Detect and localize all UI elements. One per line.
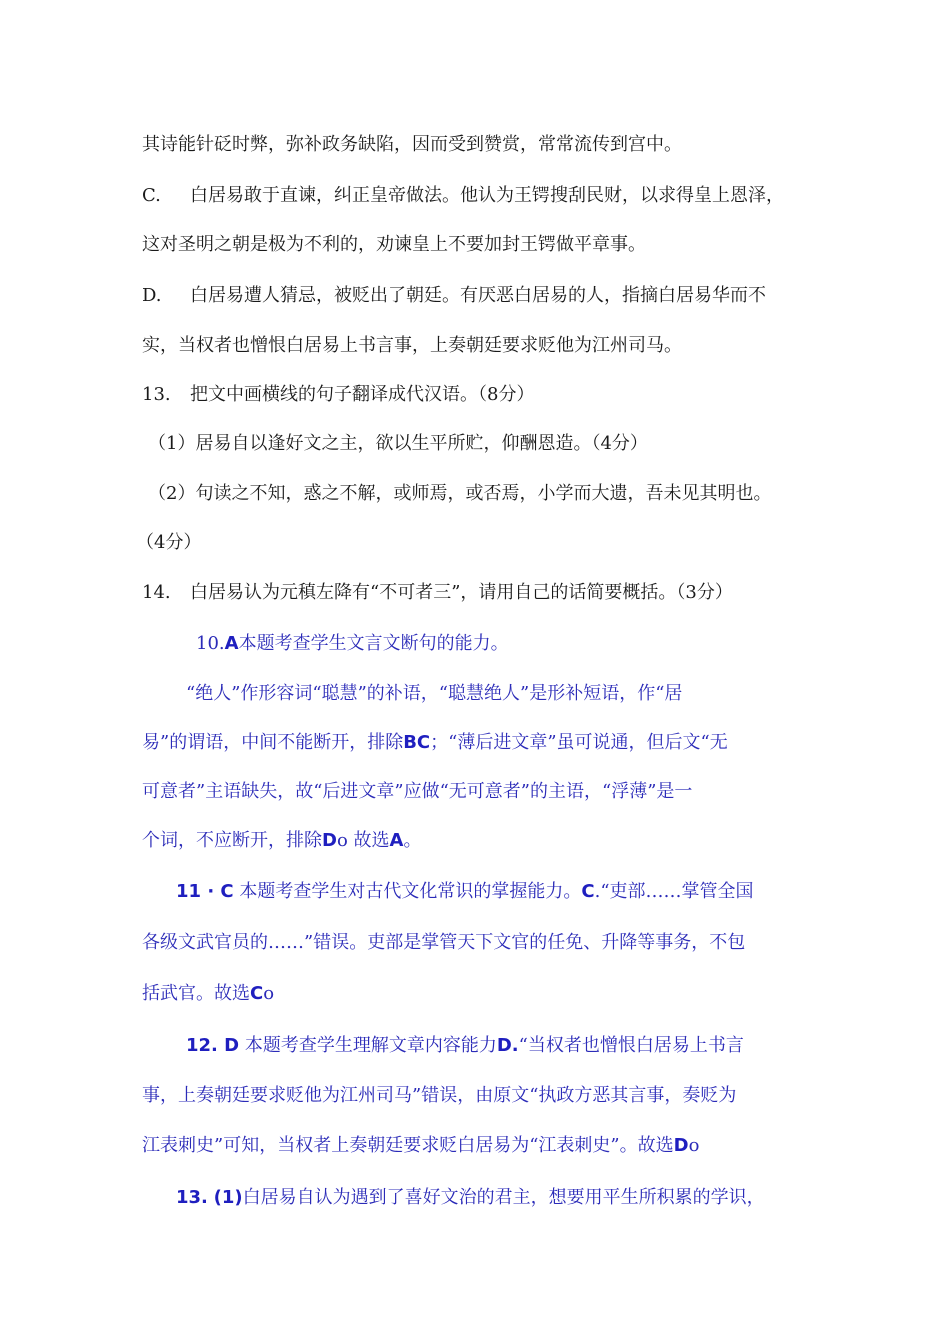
answer-12-d: D. <box>496 1035 519 1056</box>
answer-10-para-line4 <box>142 829 421 853</box>
answer-10-a: A <box>389 830 404 851</box>
answer-11-text: o <box>263 983 275 1004</box>
answer-12-text: 本题考查学生理解文章内容能力 <box>244 1035 497 1056</box>
answer-12-text: 江表刺史”可知，当权者上奏朝廷要求贬白居易为“江表刺史”。故选 <box>142 1135 674 1156</box>
answer-10-bc: BC <box>403 732 431 753</box>
q13-sentence1: （1）居易自以逢好文之主，欲以生平所贮，仰酬恩造。（4分） <box>148 433 648 454</box>
option-c-label: C. <box>142 185 161 206</box>
q12-tail-text: 其诗能针砭时弊，弥补政务缺陷，因而受到赞赏，常常流传到宫中。 <box>142 134 682 155</box>
answer-11-text: 本题考查学生对古代文化常识的掌握能力。 <box>239 881 582 902</box>
answer-10-choice: A <box>224 633 239 654</box>
answer-10-text: 易”的谓语，中间不能断开，排除 <box>142 732 404 753</box>
answer-12-line2: 事，上奏朝廷要求贬他为江州司马”错误，由原文“执政方恶其言事，奏贬为 <box>142 1085 737 1106</box>
option-d-label: D. <box>142 285 162 306</box>
answer-10-para-line1: “绝人”作形容词“聪慧”的补语，“聪慧绝人”是形补短语，作“居 <box>186 683 683 704</box>
answer-10-para-line3: 可意者”主语缺失，故“后进文章”应做“无可意者”的主语，“浮薄”是一 <box>142 781 693 802</box>
q14-line <box>142 581 733 605</box>
answer-12-line1 <box>186 1034 744 1058</box>
answer-10-text: 。 <box>403 830 422 851</box>
answer-10-d: D <box>322 830 337 851</box>
answer-10-text: o 故选 <box>336 830 390 851</box>
answer-10-text: 个词，不应断开，排除 <box>142 830 322 851</box>
option-d-line2: 实，当权者也憎恨白居易上书言事，上奏朝廷要求贬他为江州司马。 <box>142 335 682 356</box>
answer-10-text: ；“薄后进文章”虽可说通，但后文“无 <box>430 732 728 753</box>
answer-12-text: “当权者也憎恨白居易上书言 <box>518 1035 744 1056</box>
option-d-text1: 白居易遭人猜忌，被贬出了朝廷。有厌恶白居易的人，指摘白居易华而不 <box>190 285 766 306</box>
answer-11-text: 括武官。故选 <box>142 983 250 1004</box>
answer-11-text: .“吏部……掌管全国 <box>594 881 754 902</box>
option-c-text1: 白居易敢于直谏，纠正皇帝做法。他认为王锷搜刮民财，以求得皇上恩泽， <box>190 185 784 206</box>
q14-text: 白居易认为元稹左降有“不可者三”，请用自己的话简要概括。（3分） <box>190 582 733 603</box>
answer-11-c: C <box>581 881 595 902</box>
answer-12-text: o <box>688 1135 700 1156</box>
answer-11-number: 11 · C <box>176 881 234 902</box>
answer-11-line3 <box>142 982 274 1006</box>
option-c-line1 <box>142 184 784 208</box>
answer-12-line3 <box>142 1134 699 1158</box>
answer-13-text: 白居易自认为遇到了喜好文治的君主，想要用平生所积累的学识， <box>242 1187 765 1208</box>
q14-number: 14. <box>142 582 171 603</box>
answer-10-title: 本题考查学生文言文断句的能力。 <box>238 633 509 654</box>
q13-number: 13. <box>142 384 171 405</box>
answer-10-head <box>196 632 509 656</box>
answer-13-line1 <box>176 1186 765 1210</box>
answer-13-number: 13. <box>176 1187 208 1208</box>
answer-13-sub: (1) <box>213 1187 243 1208</box>
option-d-line1 <box>142 284 766 308</box>
answer-12-number: 12. D <box>186 1035 240 1056</box>
q13-sentence2-score: （4分） <box>136 532 202 553</box>
answer-10-para-line2 <box>142 731 728 755</box>
option-c-line2: 这对圣明之朝是极为不利的，劝谏皇上不要加封王锷做平章事。 <box>142 234 646 255</box>
q13-sentence2: （2）句读之不知，惑之不解，或师焉，或否焉，小学而大遗，吾未见其明也。 <box>148 483 772 504</box>
answer-12-d: D <box>673 1135 689 1156</box>
answer-10-number: 10. <box>196 633 225 654</box>
answer-11-c: C <box>250 983 264 1004</box>
answer-11-line1 <box>176 880 754 904</box>
q13-text: 把文中画横线的句子翻译成代汉语。（8分） <box>190 384 535 405</box>
answer-11-line2: 各级文武官员的……”错误。吏部是掌管天下文官的任免、升降等事务，不包 <box>142 932 746 953</box>
q13-line <box>142 383 534 407</box>
